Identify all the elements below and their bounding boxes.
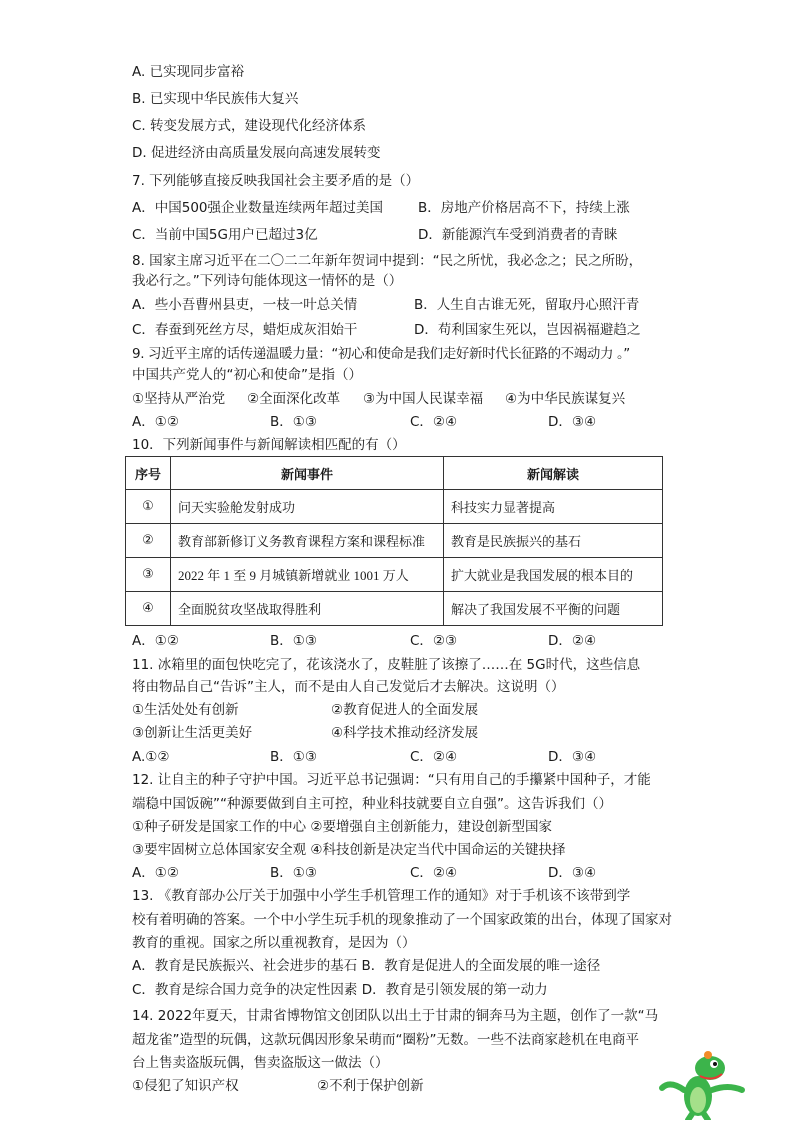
q7-option-a: A．中国500强企业数量连续两年超过美国 [132, 200, 384, 216]
q7-option-d: D．新能源汽车受到消费者的青睐 [418, 227, 618, 243]
q6-option-a: A. 已实现同步富裕 [132, 64, 245, 80]
news-table [125, 456, 663, 626]
q9-item-4: ④为中华民族谋复兴 [505, 391, 626, 407]
table-cell-index: ② [126, 524, 171, 558]
q7-stem: 7. 下列能够直接反映我国社会主要矛盾的是（） [132, 173, 420, 189]
q9-option-c: C．②④ [410, 414, 458, 430]
q12-stem-line1: 12. 让自主的种子守护中国。习近平总书记强调：“只有用自己的手攥紧中国种子，才能 [132, 772, 651, 788]
q14-item-1: ①侵犯了知识产权 [132, 1078, 239, 1094]
table-cell-interpretation: 科技实力显著提高 [444, 490, 663, 524]
table-header-interpretation: 新闻解读 [444, 457, 663, 490]
table-cell-index: ③ [126, 558, 171, 592]
q8-option-a: A．些小吾曹州县吏，一枝一叶总关情 [132, 297, 358, 313]
q10-option-b: B．①③ [270, 633, 317, 649]
q14-stem-line1: 14. 2022年夏天，甘肃省博物馆文创团队以出土于甘肃的铜奔马为主题，创作了一款“马 [132, 1008, 659, 1024]
q12-option-d: D．③④ [548, 865, 597, 881]
q10-option-a: A．①② [132, 633, 179, 649]
q9-stem-line2: 中国共产党人的“初心和使命”是指（） [132, 367, 362, 383]
q9-option-a: A．①② [132, 414, 179, 430]
table-cell-event: 问天实验舱发射成功 [171, 490, 444, 524]
q10-option-d: D．②④ [548, 633, 597, 649]
table-cell-interpretation: 教育是民族振兴的基石 [444, 524, 663, 558]
q13-options-ab: A．教育是民族振兴、社会进步的基石 B．教育是促进人的全面发展的唯一途径 [132, 958, 601, 974]
q9-stem-line1: 9. 习近平主席的话传递温暖力量：“初心和使命是我们走好新时代长征路的不竭动力 。” [132, 346, 630, 362]
q10-option-c: C．②③ [410, 633, 458, 649]
q12-option-b: B．①③ [270, 865, 317, 881]
table-cell-event: 全面脱贫攻坚战取得胜利 [171, 592, 444, 626]
q12-option-c: C．②④ [410, 865, 458, 881]
q11-item-2: ②教育促进人的全面发展 [331, 702, 479, 718]
q7-option-b: B．房地产价格居高不下，持续上涨 [418, 200, 630, 216]
q12-stem-line2: 端稳中国饭碗”“种源要做到自主可控，种业科技就要自立自强”。这告诉我们（） [132, 796, 612, 812]
table-row [126, 558, 663, 592]
q7-option-c: C．当前中国5G用户已超过3亿 [132, 227, 318, 243]
q11-option-a: A.①② [132, 749, 170, 765]
table-cell-index: ① [126, 490, 171, 524]
q12-item-line2: ③要牢固树立总体国家安全观 ④科技创新是决定当代中国命运的关键抉择 [132, 842, 566, 858]
table-cell-index: ④ [126, 592, 171, 626]
q13-stem-line3: 教育的重视。国家之所以重视教育，是因为（） [132, 935, 416, 951]
q11-option-b: B．①③ [270, 749, 317, 765]
q11-stem-line2: 将由物品自己“告诉”主人，而不是由人自己发觉后才去解决。这说明（） [132, 679, 565, 695]
table-header-event: 新闻事件 [171, 457, 444, 490]
q8-stem-line1: 8. 国家主席习近平在二〇二二年新年贺词中提到：“民之所忧，我必念之；民之所盼， [132, 253, 643, 269]
q9-option-b: B．①③ [270, 414, 317, 430]
table-cell-event: 2022 年 1 至 9 月城镇新增就业 1001 万人 [171, 558, 444, 592]
q9-item-1: ①坚持从严治党 [132, 391, 226, 407]
q9-option-d: D．③④ [548, 414, 597, 430]
q13-stem-line1: 13. 《教育部办公厅关于加强中小学生手机管理工作的通知》对于手机该不该带到学 [132, 888, 631, 904]
q11-item-4: ④科学技术推动经济发展 [331, 725, 479, 741]
q11-item-3: ③创新让生活更美好 [132, 725, 253, 741]
q8-stem-line2: 我必行之。”下列诗句能体现这一情怀的是（） [132, 273, 403, 289]
q9-item-3: ③为中国人民谋幸福 [363, 391, 484, 407]
q6-option-b: B. 已实现中华民族伟大复兴 [132, 91, 299, 107]
table-cell-interpretation: 解决了我国发展不平衡的问题 [444, 592, 663, 626]
q13-options-cd: C．教育是综合国力竞争的决定性因素 D．教育是引领发展的第一动力 [132, 982, 548, 998]
q14-stem-line3: 台上售卖盗版玩偶，售卖盗版这一做法（） [132, 1055, 389, 1071]
table-row [126, 592, 663, 626]
mascot-icon [658, 1050, 748, 1120]
q8-option-b: B．人生自古谁无死，留取丹心照汗青 [414, 297, 640, 313]
q6-option-d: D. 促进经济由高质量发展向高速发展转变 [132, 145, 381, 161]
table-row [126, 524, 663, 558]
table-cell-event: 教育部新修订义务教育课程方案和课程标准 [171, 524, 444, 558]
table-header-index: 序号 [126, 457, 171, 490]
table-header-row [126, 457, 663, 490]
q8-option-c: C．春蚕到死丝方尽，蜡炬成灰泪始干 [132, 322, 358, 338]
table-cell-interpretation: 扩大就业是我国发展的根本目的 [444, 558, 663, 592]
q12-option-a: A．①② [132, 865, 179, 881]
q14-item-2: ②不利于保护创新 [317, 1078, 424, 1094]
q8-option-d: D．苟利国家生死以，岂因祸福避趋之 [414, 322, 641, 338]
q10-stem: 10．下列新闻事件与新闻解读相匹配的有（） [132, 437, 406, 453]
q11-option-d: D．③④ [548, 749, 597, 765]
q13-stem-line2: 校有着明确的答案。一个中小学生玩手机的现象推动了一个国家政策的出台，体现了国家对 [132, 912, 672, 928]
q6-option-c: C. 转变发展方式，建设现代化经济体系 [132, 118, 367, 134]
q11-option-c: C．②④ [410, 749, 458, 765]
q12-item-line1: ①种子研发是国家工作的中心 ②要增强自主创新能力，建设创新型国家 [132, 819, 552, 835]
q9-item-2: ②全面深化改革 [247, 391, 341, 407]
q14-stem-line2: 超龙雀”造型的玩偶，这款玩偶因形象呆萌而“圈粉”无数。一些不法商家趁机在电商平 [132, 1032, 639, 1048]
q11-item-1: ①生活处处有创新 [132, 702, 239, 718]
table-row [126, 490, 663, 524]
q11-stem-line1: 11. 冰箱里的面包快吃完了，花该浇水了，皮鞋脏了该擦了……在 5G时代，这些信息 [132, 657, 641, 673]
